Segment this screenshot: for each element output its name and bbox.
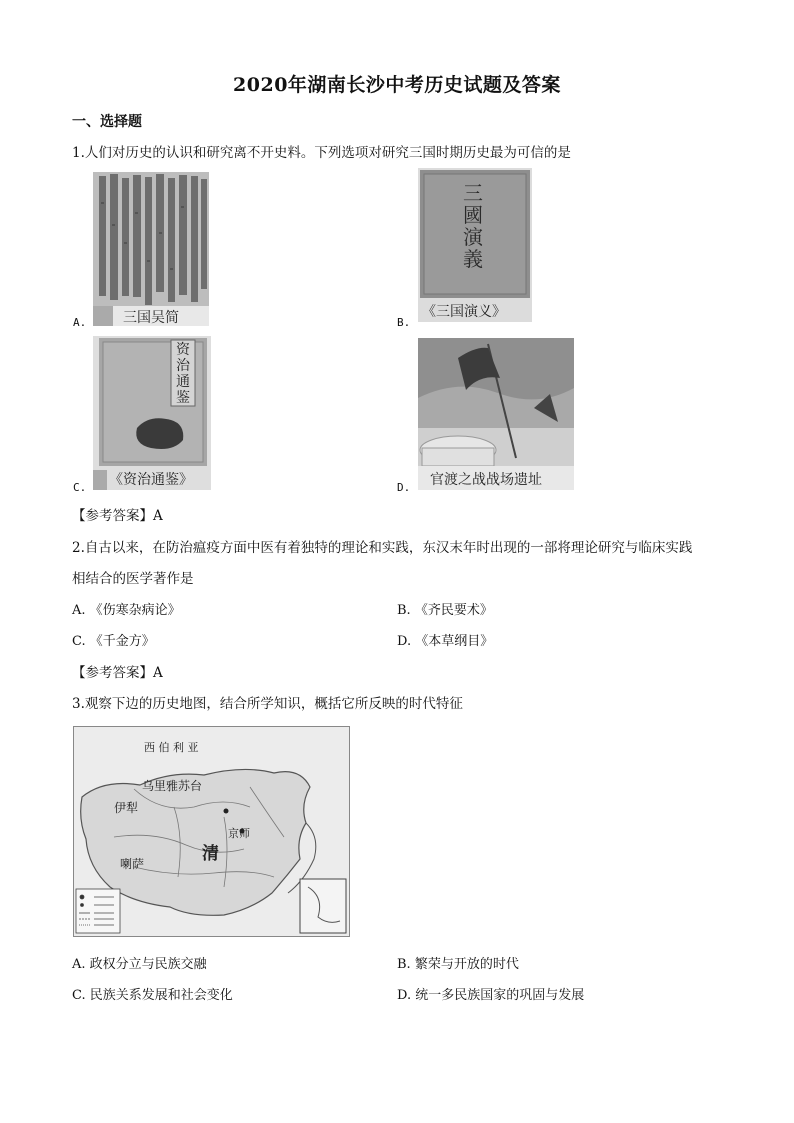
question-3-option-d: D. 统一多民族国家的巩固与发展 <box>397 988 585 1003</box>
option-b-image <box>418 168 532 322</box>
historical-map <box>73 726 350 937</box>
question-2-option-b: B. 《齐民要术》 <box>397 603 493 618</box>
option-c-image <box>93 336 211 490</box>
scan-mark <box>93 306 113 326</box>
option-a-letter: A. <box>73 316 87 329</box>
option-c-caption: 《资治通鉴》 <box>109 472 193 488</box>
question-3-option-a: A. 政权分立与民族交融 <box>72 957 207 972</box>
page-title: 2020年湖南长沙中考历史试题及答案 <box>233 74 561 96</box>
question-2-text-line1: 2.自古以来，在防治瘟疫方面中医有着独特的理论和实践，东汉末年时出现的一部将理论研究与临床实践 <box>72 540 693 556</box>
option-b-letter: B. <box>397 316 411 329</box>
answer-2: 【参考答案】A <box>72 665 163 681</box>
option-b-cover-text: 三國演義 <box>463 181 483 271</box>
option-c-letter: C. <box>73 481 87 494</box>
map-label-wuliyasutai: 乌里雅苏台 <box>142 779 203 793</box>
option-b-caption: 《三国演义》 <box>422 304 506 320</box>
question-2-text-line2: 相结合的医学著作是 <box>72 571 194 587</box>
option-d-letter: D. <box>397 481 411 494</box>
option-d-image <box>418 338 574 490</box>
question-2-option-c: C. 《千金方》 <box>72 634 155 649</box>
question-3-option-b: B. 繁荣与开放的时代 <box>397 957 519 972</box>
map-label-lasa: 喇萨 <box>120 857 145 871</box>
map-label-yili: 伊犁 <box>114 801 139 815</box>
section-heading: 一、选择题 <box>72 114 142 130</box>
answer-1: 【参考答案】A <box>72 508 163 524</box>
question-3-option-c: C. 民族关系发展和社会变化 <box>72 988 233 1003</box>
map-label-jingshi: 京师 <box>228 827 250 840</box>
question-3-text: 3.观察下边的历史地图，结合所学知识，概括它所反映的时代特征 <box>72 696 463 712</box>
book-icon <box>93 336 211 490</box>
option-a-caption: 三国吴简 <box>123 310 179 326</box>
question-2-option-d: D. 《本草纲目》 <box>397 634 494 649</box>
option-c-cover-text: 资治通鉴 <box>176 342 190 406</box>
map-label-qing: 清 <box>202 844 219 864</box>
map-label-siberia: 西 伯 利 亚 <box>144 741 199 754</box>
bamboo-slips-icon <box>93 172 209 326</box>
scan-mark <box>93 470 107 490</box>
option-d-caption: 官渡之战战场遗址 <box>430 472 542 488</box>
battlefield-flag-icon <box>418 338 574 490</box>
map-outline-icon <box>74 727 349 936</box>
question-1-text: 1.人们对历史的认识和研究离不开史料。下列选项对研究三国时期历史最为可信的是 <box>72 145 571 161</box>
option-a-image <box>93 172 209 326</box>
question-2-option-a: A. 《伤寒杂病论》 <box>72 603 181 618</box>
